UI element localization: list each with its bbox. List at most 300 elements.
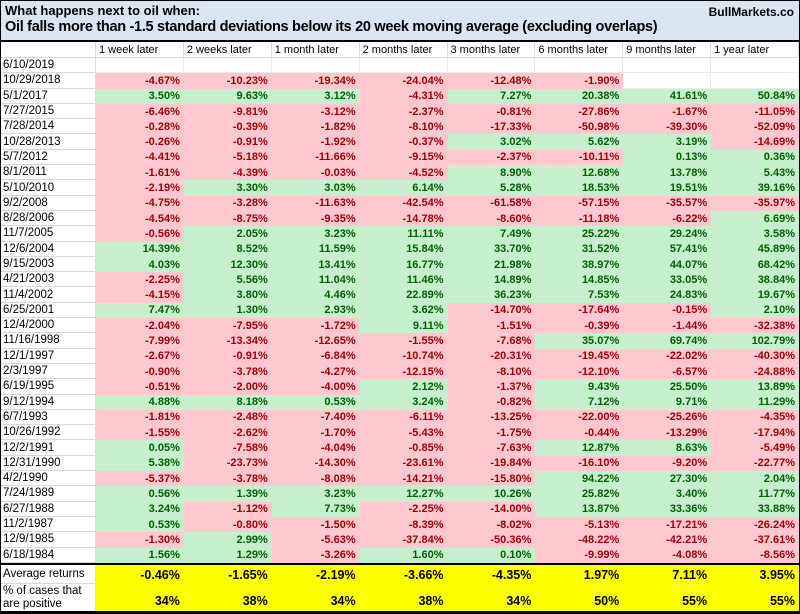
value-cell: 25.82%: [535, 486, 623, 501]
value-cell: 6.69%: [711, 211, 799, 226]
value-cell: 24.83%: [623, 287, 711, 302]
column-header: 1 week later: [96, 42, 184, 58]
column-header: 3 months later: [448, 42, 536, 58]
average-value-cell: 3.95%: [711, 565, 799, 584]
value-cell: -10.23%: [184, 73, 272, 88]
value-cell: 33.88%: [711, 502, 799, 517]
value-cell-empty: [623, 73, 711, 88]
value-cell: -0.03%: [272, 165, 360, 180]
table-row: [1, 349, 799, 364]
value-cell: -6.11%: [360, 410, 448, 425]
value-cell: 12.87%: [535, 440, 623, 455]
value-cell: -8.02%: [448, 517, 536, 532]
table-row: [1, 502, 799, 517]
value-cell: -11.63%: [272, 196, 360, 211]
value-cell: 3.19%: [623, 134, 711, 149]
value-cell: -2.48%: [184, 410, 272, 425]
value-cell: 25.50%: [623, 379, 711, 394]
value-cell: 3.50%: [96, 89, 184, 104]
percent-positive-value-cell: 38%: [360, 584, 448, 611]
value-cell: 13.41%: [272, 257, 360, 272]
table-row: [1, 257, 799, 272]
date-cell: 6/7/1993: [1, 410, 96, 425]
value-cell: 39.16%: [711, 180, 799, 195]
value-cell: 0.36%: [711, 150, 799, 165]
value-cell: -4.04%: [272, 440, 360, 455]
percent-positive-value-cell: 34%: [272, 584, 360, 611]
date-column-header: [1, 42, 96, 58]
value-cell: 44.07%: [623, 257, 711, 272]
value-cell: 0.53%: [272, 395, 360, 410]
value-cell: 12.27%: [360, 486, 448, 501]
date-cell: 6/19/1995: [1, 379, 96, 394]
value-cell: -0.85%: [360, 440, 448, 455]
percent-positive-value-cell: 34%: [448, 584, 536, 611]
value-cell: 29.24%: [623, 226, 711, 241]
value-cell: -25.26%: [623, 410, 711, 425]
value-cell: -50.36%: [448, 532, 536, 547]
value-cell: 5.38%: [96, 456, 184, 471]
value-cell: 7.49%: [448, 226, 536, 241]
value-cell: -0.81%: [448, 104, 536, 119]
table-row: [1, 395, 799, 410]
value-cell: -0.90%: [96, 364, 184, 379]
table-row: [1, 226, 799, 241]
value-cell: -0.39%: [535, 318, 623, 333]
value-cell: -12.65%: [272, 333, 360, 348]
value-cell: 94.22%: [535, 471, 623, 486]
value-cell: -37.84%: [360, 532, 448, 547]
title-line-1: What happens next to oil when:: [5, 3, 200, 18]
table-row: [1, 410, 799, 425]
date-cell: 11/7/2005: [1, 226, 96, 241]
value-cell: -27.86%: [535, 104, 623, 119]
value-cell: -4.39%: [184, 165, 272, 180]
value-cell: -3.26%: [272, 548, 360, 563]
value-cell: 2.04%: [711, 471, 799, 486]
value-cell: -1.92%: [272, 134, 360, 149]
percent-positive-row: [1, 584, 799, 611]
table-row: [1, 471, 799, 486]
value-cell: 33.70%: [448, 242, 536, 257]
value-cell: 12.30%: [184, 257, 272, 272]
value-cell: -3.12%: [272, 104, 360, 119]
value-cell: -0.56%: [96, 226, 184, 241]
value-cell: -15.80%: [448, 471, 536, 486]
average-value-cell: -3.66%: [360, 565, 448, 584]
value-cell: -1.51%: [448, 318, 536, 333]
value-cell: 0.05%: [96, 440, 184, 455]
value-cell: -0.28%: [96, 119, 184, 134]
value-cell: 0.10%: [448, 548, 536, 563]
value-cell: 19.51%: [623, 180, 711, 195]
value-cell: 0.13%: [623, 150, 711, 165]
value-cell: 57.41%: [623, 242, 711, 257]
value-cell: 5.62%: [535, 134, 623, 149]
table-row: [1, 73, 799, 88]
value-cell: 1.39%: [184, 486, 272, 501]
value-cell: -7.40%: [272, 410, 360, 425]
value-cell: 3.24%: [360, 395, 448, 410]
value-cell: -7.63%: [448, 440, 536, 455]
value-cell: -6.46%: [96, 104, 184, 119]
average-value-cell: 1.97%: [535, 565, 623, 584]
value-cell: -2.04%: [96, 318, 184, 333]
value-cell: -42.54%: [360, 196, 448, 211]
value-cell: -8.56%: [711, 548, 799, 563]
date-cell: 2/3/1997: [1, 364, 96, 379]
value-cell: 9.43%: [535, 379, 623, 394]
value-cell: -9.20%: [623, 456, 711, 471]
value-cell: -17.94%: [711, 425, 799, 440]
value-cell: 1.56%: [96, 548, 184, 563]
value-cell: -4.52%: [360, 165, 448, 180]
value-cell: -5.43%: [360, 425, 448, 440]
value-cell: -10.11%: [535, 150, 623, 165]
value-cell: -1.61%: [96, 165, 184, 180]
value-cell: -3.78%: [184, 471, 272, 486]
value-cell: -32.38%: [711, 318, 799, 333]
value-cell: -0.26%: [96, 134, 184, 149]
value-cell: -0.37%: [360, 134, 448, 149]
value-cell: -39.30%: [623, 119, 711, 134]
value-cell: 68.42%: [711, 257, 799, 272]
value-cell: 0.53%: [96, 517, 184, 532]
value-cell-empty: [360, 58, 448, 73]
value-cell: 0.56%: [96, 486, 184, 501]
value-cell: -1.37%: [448, 379, 536, 394]
value-cell: -35.97%: [711, 196, 799, 211]
value-cell: 3.40%: [623, 486, 711, 501]
value-cell: 14.89%: [448, 272, 536, 287]
date-cell: 12/6/2004: [1, 242, 96, 257]
average-value-cell: -2.19%: [272, 565, 360, 584]
value-cell: 7.53%: [535, 287, 623, 302]
data-rows: [1, 58, 799, 563]
date-cell: 12/2/1991: [1, 440, 96, 455]
table-row: [1, 119, 799, 134]
value-cell: 14.85%: [535, 272, 623, 287]
value-cell: -17.21%: [623, 517, 711, 532]
date-cell: 10/26/1992: [1, 425, 96, 440]
value-cell: 27.30%: [623, 471, 711, 486]
value-cell: -4.41%: [96, 150, 184, 165]
value-cell: 38.84%: [711, 272, 799, 287]
value-cell: 11.59%: [272, 242, 360, 257]
date-cell: 8/1/2011: [1, 165, 96, 180]
value-cell: -0.80%: [184, 517, 272, 532]
value-cell: 102.79%: [711, 333, 799, 348]
value-cell: -22.00%: [535, 410, 623, 425]
date-cell: 9/12/1994: [1, 395, 96, 410]
table-row: [1, 272, 799, 287]
value-cell: -50.98%: [535, 119, 623, 134]
title-bar: [1, 1, 799, 42]
value-cell: 20.38%: [535, 89, 623, 104]
value-cell: -9.81%: [184, 104, 272, 119]
value-cell: -42.21%: [623, 532, 711, 547]
date-cell: 6/27/1988: [1, 502, 96, 517]
date-cell: 12/31/1990: [1, 456, 96, 471]
value-cell: 2.10%: [711, 303, 799, 318]
date-cell: 11/4/2002: [1, 287, 96, 302]
date-cell: 6/18/1984: [1, 548, 96, 563]
value-cell: 2.05%: [184, 226, 272, 241]
value-cell: 9.11%: [360, 318, 448, 333]
value-cell: -2.37%: [448, 150, 536, 165]
percent-positive-value-cell: 38%: [184, 584, 272, 611]
value-cell: 11.11%: [360, 226, 448, 241]
value-cell: 5.43%: [711, 165, 799, 180]
value-cell: -23.73%: [184, 456, 272, 471]
date-cell: 12/1/1997: [1, 349, 96, 364]
table-row: [1, 364, 799, 379]
value-cell: 4.88%: [96, 395, 184, 410]
average-value-cell: -1.65%: [184, 565, 272, 584]
value-cell-empty: [272, 58, 360, 73]
percent-positive-label: % of cases that are positive: [1, 584, 96, 611]
value-cell: 18.53%: [535, 180, 623, 195]
value-cell: 8.18%: [184, 395, 272, 410]
percent-positive-value-cell: 55%: [623, 584, 711, 611]
value-cell: -2.25%: [360, 502, 448, 517]
value-cell: 69.74%: [623, 333, 711, 348]
value-cell: 14.39%: [96, 242, 184, 257]
value-cell: -7.68%: [448, 333, 536, 348]
value-cell: -1.67%: [623, 104, 711, 119]
value-cell: -14.00%: [448, 502, 536, 517]
table-row: [1, 180, 799, 195]
value-cell: -0.82%: [448, 395, 536, 410]
value-cell: -2.25%: [96, 272, 184, 287]
value-cell: -19.45%: [535, 349, 623, 364]
value-cell: 15.84%: [360, 242, 448, 257]
date-cell: 6/10/2019: [1, 58, 96, 73]
value-cell: -19.84%: [448, 456, 536, 471]
percent-positive-value-cell: 50%: [535, 584, 623, 611]
value-cell: 11.77%: [711, 486, 799, 501]
value-cell: -4.54%: [96, 211, 184, 226]
value-cell: -13.29%: [623, 425, 711, 440]
value-cell: -0.91%: [184, 349, 272, 364]
value-cell: 9.63%: [184, 89, 272, 104]
value-cell: -1.90%: [535, 73, 623, 88]
value-cell: -4.67%: [96, 73, 184, 88]
date-cell: 5/7/2012: [1, 150, 96, 165]
value-cell: -52.09%: [711, 119, 799, 134]
value-cell: -8.60%: [448, 211, 536, 226]
table-row: [1, 333, 799, 348]
value-cell: -2.62%: [184, 425, 272, 440]
value-cell: -0.39%: [184, 119, 272, 134]
value-cell: 3.12%: [272, 89, 360, 104]
date-cell: 5/1/2017: [1, 89, 96, 104]
value-cell: 36.23%: [448, 287, 536, 302]
value-cell-empty: [711, 58, 799, 73]
value-cell: 1.30%: [184, 303, 272, 318]
value-cell: 12.68%: [535, 165, 623, 180]
value-cell: 3.02%: [448, 134, 536, 149]
value-cell: 3.62%: [360, 303, 448, 318]
value-cell: -1.30%: [96, 532, 184, 547]
date-cell: 6/25/2001: [1, 303, 96, 318]
value-cell: -9.35%: [272, 211, 360, 226]
value-cell: 19.67%: [711, 287, 799, 302]
value-cell: 13.89%: [711, 379, 799, 394]
value-cell: -24.04%: [360, 73, 448, 88]
value-cell: -10.74%: [360, 349, 448, 364]
table-row: [1, 150, 799, 165]
value-cell: -0.91%: [184, 134, 272, 149]
table-row: [1, 318, 799, 333]
value-cell: 22.89%: [360, 287, 448, 302]
value-cell: -8.75%: [184, 211, 272, 226]
value-cell: -1.81%: [96, 410, 184, 425]
column-header: 2 weeks later: [184, 42, 272, 58]
value-cell: 7.12%: [535, 395, 623, 410]
value-cell: -26.24%: [711, 517, 799, 532]
value-cell: -5.18%: [184, 150, 272, 165]
value-cell: 8.52%: [184, 242, 272, 257]
value-cell: -57.15%: [535, 196, 623, 211]
date-cell: 7/27/2015: [1, 104, 96, 119]
value-cell: 50.84%: [711, 89, 799, 104]
value-cell: -8.10%: [360, 119, 448, 134]
value-cell: 4.03%: [96, 257, 184, 272]
value-cell: -14.21%: [360, 471, 448, 486]
value-cell: -8.39%: [360, 517, 448, 532]
value-cell: -4.15%: [96, 287, 184, 302]
value-cell: -7.95%: [184, 318, 272, 333]
value-cell: 10.26%: [448, 486, 536, 501]
table-row: [1, 517, 799, 532]
value-cell: 8.63%: [623, 440, 711, 455]
table-row: [1, 196, 799, 211]
value-cell: -24.88%: [711, 364, 799, 379]
brand-label: BullMarkets.co: [708, 5, 794, 19]
value-cell: -14.70%: [448, 303, 536, 318]
value-cell: -11.05%: [711, 104, 799, 119]
value-cell: -1.75%: [448, 425, 536, 440]
value-cell: -3.78%: [184, 364, 272, 379]
average-value-cell: -4.35%: [448, 565, 536, 584]
value-cell: -1.50%: [272, 517, 360, 532]
value-cell: 16.77%: [360, 257, 448, 272]
value-cell: 33.36%: [623, 502, 711, 517]
average-value-cell: 7.11%: [623, 565, 711, 584]
date-cell: 11/16/1998: [1, 333, 96, 348]
date-cell: 12/9/1985: [1, 532, 96, 547]
table-row: [1, 242, 799, 257]
value-cell: -3.28%: [184, 196, 272, 211]
value-cell: -22.02%: [623, 349, 711, 364]
table-row: [1, 89, 799, 104]
value-cell: -23.61%: [360, 456, 448, 471]
value-cell: 7.47%: [96, 303, 184, 318]
value-cell: -22.77%: [711, 456, 799, 471]
value-cell: -8.10%: [448, 364, 536, 379]
average-returns-label: Average returns: [1, 565, 96, 584]
value-cell: 11.29%: [711, 395, 799, 410]
date-cell: 4/2/1990: [1, 471, 96, 486]
date-cell: 7/24/1989: [1, 486, 96, 501]
date-cell: 8/28/2006: [1, 211, 96, 226]
value-cell: 2.93%: [272, 303, 360, 318]
value-cell: -4.00%: [272, 379, 360, 394]
value-cell-empty: [184, 58, 272, 73]
column-header: 2 months later: [360, 42, 448, 58]
value-cell: 25.22%: [535, 226, 623, 241]
value-cell: -0.44%: [535, 425, 623, 440]
value-cell: -12.15%: [360, 364, 448, 379]
value-cell: -1.55%: [360, 333, 448, 348]
value-cell: 41.61%: [623, 89, 711, 104]
value-cell: 11.46%: [360, 272, 448, 287]
percent-positive-value-cell: 55%: [711, 584, 799, 611]
value-cell: 45.89%: [711, 242, 799, 257]
table-row: [1, 440, 799, 455]
table-row: [1, 303, 799, 318]
value-cell: -37.61%: [711, 532, 799, 547]
value-cell: 38.97%: [535, 257, 623, 272]
value-cell: -16.10%: [535, 456, 623, 471]
table-row: [1, 211, 799, 226]
value-cell: -2.00%: [184, 379, 272, 394]
value-cell: 4.46%: [272, 287, 360, 302]
value-cell: 3.24%: [96, 502, 184, 517]
date-cell: 9/15/2003: [1, 257, 96, 272]
column-header: 1 month later: [272, 42, 360, 58]
value-cell: -4.31%: [360, 89, 448, 104]
value-cell: 3.03%: [272, 180, 360, 195]
value-cell: -1.55%: [96, 425, 184, 440]
value-cell: -5.49%: [711, 440, 799, 455]
value-cell: -0.51%: [96, 379, 184, 394]
value-cell: -19.34%: [272, 73, 360, 88]
value-cell: 11.04%: [272, 272, 360, 287]
value-cell: -1.44%: [623, 318, 711, 333]
date-cell: 7/28/2014: [1, 119, 96, 134]
value-cell: -5.37%: [96, 471, 184, 486]
table-row: [1, 287, 799, 302]
column-header-row: [1, 42, 799, 58]
column-header: 6 months later: [535, 42, 623, 58]
value-cell: 3.58%: [711, 226, 799, 241]
value-cell-empty: [535, 58, 623, 73]
table-row: [1, 548, 799, 563]
value-cell-empty: [711, 73, 799, 88]
value-cell-empty: [448, 58, 536, 73]
value-cell: -13.25%: [448, 410, 536, 425]
value-cell: -4.27%: [272, 364, 360, 379]
date-cell: 4/21/2003: [1, 272, 96, 287]
value-cell: -2.37%: [360, 104, 448, 119]
value-cell: -35.57%: [623, 196, 711, 211]
date-cell: 12/4/2000: [1, 318, 96, 333]
value-cell: -1.70%: [272, 425, 360, 440]
value-cell: -48.22%: [535, 532, 623, 547]
value-cell: -11.18%: [535, 211, 623, 226]
value-cell-empty: [96, 58, 184, 73]
table-row: [1, 425, 799, 440]
value-cell: 13.87%: [535, 502, 623, 517]
value-cell: -17.64%: [535, 303, 623, 318]
value-cell: -1.72%: [272, 318, 360, 333]
value-cell: -40.30%: [711, 349, 799, 364]
value-cell: -0.15%: [623, 303, 711, 318]
table-row: [1, 58, 799, 73]
value-cell: -6.84%: [272, 349, 360, 364]
